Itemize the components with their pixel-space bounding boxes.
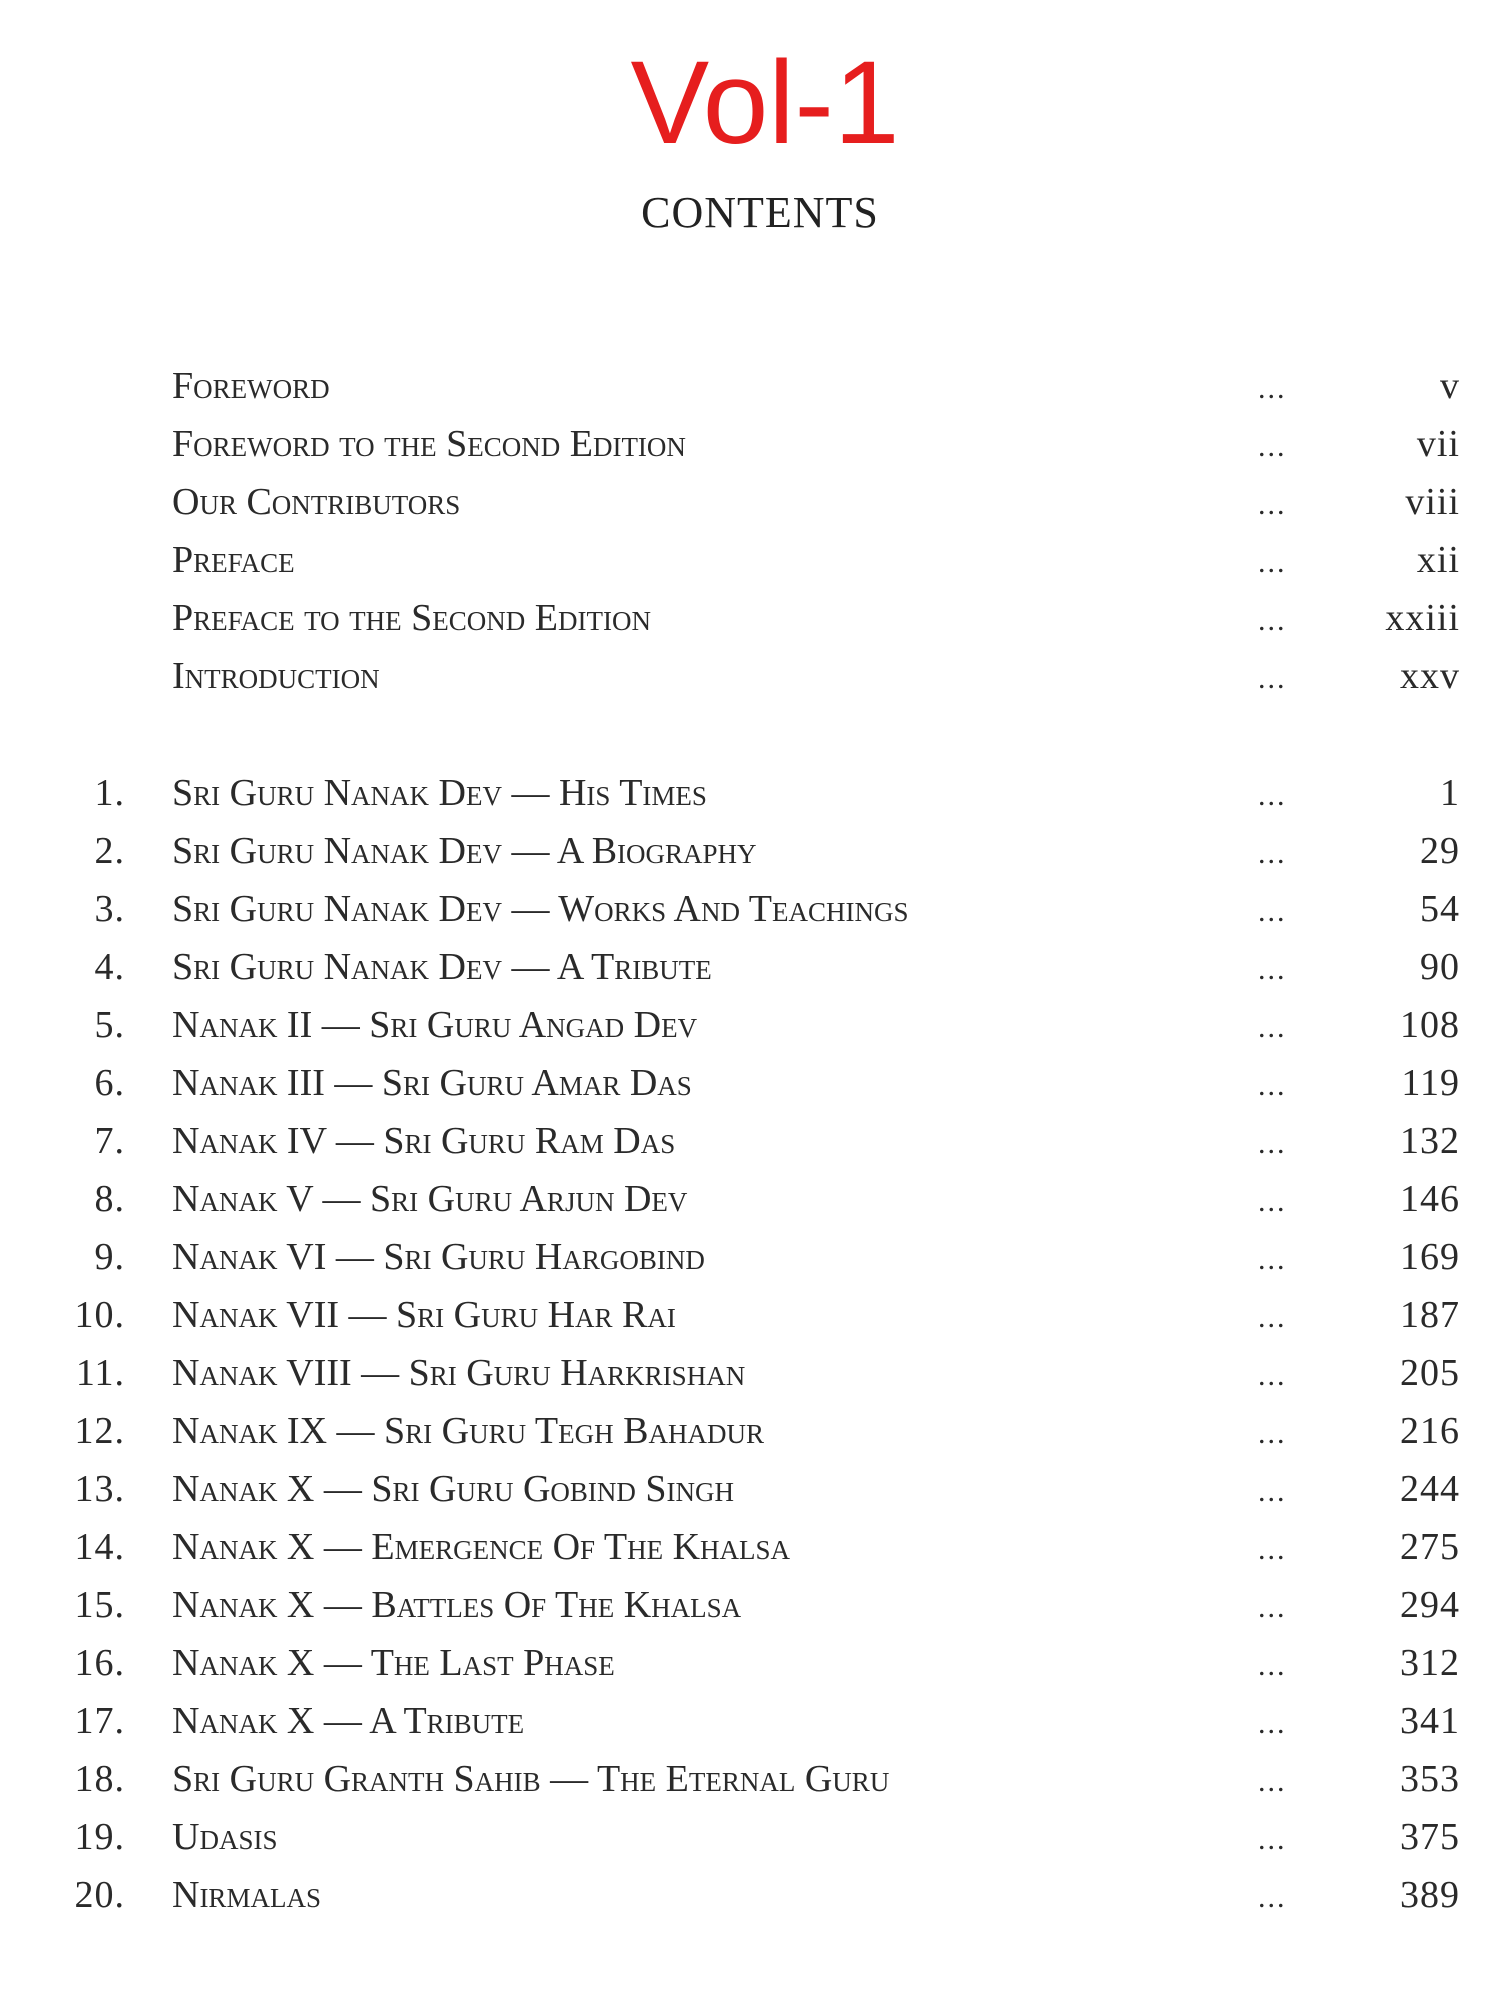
toc-chapter-3 bbox=[0, 881, 1500, 937]
toc-entry-title: Nanak V — Sri Guru Arjun Dev bbox=[172, 1178, 688, 1220]
toc-chapter-1 bbox=[0, 765, 1500, 821]
toc-chapter-6 bbox=[0, 1055, 1500, 1111]
toc-entry-title: Nanak X — Sri Guru Gobind Singh bbox=[172, 1468, 735, 1510]
toc-leader-dots: ... bbox=[1258, 1301, 1287, 1334]
toc-entry-foreword bbox=[0, 358, 1500, 414]
toc-entry-page: 169 bbox=[1400, 1236, 1460, 1278]
toc-entry-title: Preface to the Second Edition bbox=[172, 597, 651, 639]
volume-label: Vol-1 bbox=[630, 37, 900, 169]
contents-heading: CONTENTS bbox=[641, 188, 879, 237]
toc-chapter-number: 11. bbox=[75, 1352, 125, 1394]
toc-chapter-11 bbox=[0, 1345, 1500, 1401]
toc-chapter-number: 10. bbox=[74, 1294, 125, 1336]
toc-leader-dots: ... bbox=[1258, 895, 1287, 928]
toc-entry-title: Udasis bbox=[172, 1816, 278, 1858]
toc-chapter-16 bbox=[0, 1635, 1500, 1691]
toc-entry-title: Nanak II — Sri Guru Angad Dev bbox=[172, 1004, 698, 1046]
toc-chapter-2 bbox=[0, 823, 1500, 879]
toc-entry-contributors bbox=[0, 474, 1500, 530]
toc-entry-title: Nirmalas bbox=[172, 1874, 321, 1916]
toc-leader-dots: ... bbox=[1258, 546, 1287, 579]
toc-leader-dots: ... bbox=[1258, 837, 1287, 870]
toc-entry-preface-second-edition bbox=[0, 590, 1500, 646]
toc-entry-page: xxiii bbox=[1385, 597, 1460, 639]
toc-entry-page: 375 bbox=[1400, 1816, 1460, 1858]
toc-entry-title: Nanak X — Emergence Of The Khalsa bbox=[172, 1526, 791, 1568]
toc-entry-page: 275 bbox=[1400, 1526, 1460, 1568]
toc-entry-title: Nanak IX — Sri Guru Tegh Bahadur bbox=[172, 1410, 764, 1452]
toc-entry-page: 119 bbox=[1401, 1062, 1460, 1104]
toc-entry-page: 29 bbox=[1420, 830, 1460, 872]
toc-chapter-number: 19. bbox=[74, 1816, 125, 1858]
toc-leader-dots: ... bbox=[1258, 1011, 1287, 1044]
toc-entry-title: Introduction bbox=[172, 655, 380, 697]
toc-entry-title: Nanak VII — Sri Guru Har Rai bbox=[172, 1294, 676, 1336]
toc-leader-dots: ... bbox=[1258, 662, 1287, 695]
toc-leader-dots: ... bbox=[1258, 779, 1287, 812]
toc-chapter-19 bbox=[0, 1809, 1500, 1865]
toc-chapter-number: 8. bbox=[94, 1178, 125, 1220]
toc-entry-page: 216 bbox=[1400, 1410, 1460, 1452]
toc-chapter-number: 1. bbox=[94, 772, 125, 814]
toc-entry-page: 187 bbox=[1400, 1294, 1460, 1336]
toc-entry-page: 244 bbox=[1400, 1468, 1460, 1510]
toc-entry-page: 353 bbox=[1400, 1758, 1460, 1800]
toc-chapter-number: 5. bbox=[94, 1004, 125, 1046]
toc-entry-title: Foreword bbox=[172, 365, 330, 407]
toc-entry-page: 1 bbox=[1440, 772, 1460, 814]
toc-entry-page: 54 bbox=[1420, 888, 1460, 930]
toc-entry-title: Sri Guru Nanak Dev — A Tribute bbox=[172, 946, 712, 988]
toc-entry-title: Preface bbox=[172, 539, 295, 581]
toc-leader-dots: ... bbox=[1258, 1707, 1287, 1740]
toc-chapter-4 bbox=[0, 939, 1500, 995]
toc-chapter-number: 4. bbox=[94, 946, 125, 988]
toc-chapter-7 bbox=[0, 1113, 1500, 1169]
toc-chapter-number: 14. bbox=[74, 1526, 125, 1568]
toc-chapter-10 bbox=[0, 1287, 1500, 1343]
toc-entry-page: xxv bbox=[1400, 655, 1460, 697]
toc-entry-title: Nanak IV — Sri Guru Ram Das bbox=[172, 1120, 676, 1162]
toc-entry-title: Nanak X — A Tribute bbox=[172, 1700, 525, 1742]
toc-entry-title: Nanak VI — Sri Guru Hargobind bbox=[172, 1236, 705, 1278]
toc-leader-dots: ... bbox=[1258, 1591, 1287, 1624]
toc-entry-page: 341 bbox=[1400, 1700, 1460, 1742]
toc-chapter-number: 3. bbox=[94, 888, 125, 930]
toc-leader-dots: ... bbox=[1258, 1359, 1287, 1392]
toc-leader-dots: ... bbox=[1258, 1533, 1287, 1566]
toc-leader-dots: ... bbox=[1258, 372, 1287, 405]
toc-chapter-number: 12. bbox=[74, 1410, 125, 1452]
toc-entry-page: 146 bbox=[1400, 1178, 1460, 1220]
toc-chapter-8 bbox=[0, 1171, 1500, 1227]
toc-entry-title: Sri Guru Nanak Dev — His Times bbox=[172, 772, 707, 814]
toc-entry-page: 389 bbox=[1400, 1874, 1460, 1916]
toc-entry-page: 108 bbox=[1400, 1004, 1460, 1046]
toc-leader-dots: ... bbox=[1258, 488, 1287, 521]
toc-chapter-number: 16. bbox=[74, 1642, 125, 1684]
toc-entry-title: Sri Guru Granth Sahib — The Eternal Guru bbox=[172, 1758, 890, 1800]
toc-leader-dots: ... bbox=[1258, 953, 1287, 986]
toc-entry-title: Nanak X — The Last Phase bbox=[172, 1642, 615, 1684]
toc-leader-dots: ... bbox=[1258, 1765, 1287, 1798]
toc-chapter-number: 15. bbox=[74, 1584, 125, 1626]
toc-chapter-number: 20. bbox=[74, 1874, 125, 1916]
toc-leader-dots: ... bbox=[1258, 604, 1287, 637]
toc-leader-dots: ... bbox=[1258, 1649, 1287, 1682]
toc-chapter-number: 18. bbox=[74, 1758, 125, 1800]
toc-entry-page: 312 bbox=[1400, 1642, 1460, 1684]
toc-entry-title: Foreword to the Second Edition bbox=[172, 423, 686, 465]
toc-chapter-9 bbox=[0, 1229, 1500, 1285]
toc-chapter-14 bbox=[0, 1519, 1500, 1575]
toc-entry-foreword-second-edition bbox=[0, 416, 1500, 472]
toc-chapter-20 bbox=[0, 1867, 1500, 1923]
toc-entry-page: 132 bbox=[1400, 1120, 1460, 1162]
toc-chapter-15 bbox=[0, 1577, 1500, 1633]
toc-entry-title: Sri Guru Nanak Dev — Works And Teachings bbox=[172, 888, 909, 930]
toc-entry-title: Nanak VIII — Sri Guru Harkrishan bbox=[172, 1352, 746, 1394]
toc-chapter-17 bbox=[0, 1693, 1500, 1749]
toc-leader-dots: ... bbox=[1258, 1243, 1287, 1276]
toc-chapter-number: 6. bbox=[94, 1062, 125, 1104]
toc-entry-page: vii bbox=[1416, 423, 1460, 465]
toc-entry-title: Sri Guru Nanak Dev — A Biography bbox=[172, 830, 757, 872]
toc-chapter-number: 13. bbox=[74, 1468, 125, 1510]
toc-chapter-13 bbox=[0, 1461, 1500, 1517]
toc-entry-page: viii bbox=[1405, 481, 1460, 523]
toc-entry-page: 205 bbox=[1400, 1352, 1460, 1394]
toc-entry-title: Nanak X — Battles Of The Khalsa bbox=[172, 1584, 742, 1626]
toc-chapter-number: 7. bbox=[94, 1120, 125, 1162]
toc-entry-page: 90 bbox=[1420, 946, 1460, 988]
toc-chapter-18 bbox=[0, 1751, 1500, 1807]
toc-entry-page: v bbox=[1440, 365, 1460, 407]
toc-chapter-5 bbox=[0, 997, 1500, 1053]
toc-chapter-number: 17. bbox=[74, 1700, 125, 1742]
toc-chapter-number: 2. bbox=[94, 830, 125, 872]
toc-leader-dots: ... bbox=[1258, 1069, 1287, 1102]
toc-entry-page: 294 bbox=[1400, 1584, 1460, 1626]
toc-leader-dots: ... bbox=[1258, 1127, 1287, 1160]
toc-entry-page: xii bbox=[1416, 539, 1460, 581]
toc-leader-dots: ... bbox=[1258, 1185, 1287, 1218]
toc-leader-dots: ... bbox=[1258, 430, 1287, 463]
toc-entry-title: Nanak III — Sri Guru Amar Das bbox=[172, 1062, 692, 1104]
toc-entry-title: Our Contributors bbox=[172, 481, 461, 523]
toc-entry-preface bbox=[0, 532, 1500, 588]
toc-leader-dots: ... bbox=[1258, 1475, 1287, 1508]
toc-entry-introduction bbox=[0, 648, 1500, 704]
toc-leader-dots: ... bbox=[1258, 1417, 1287, 1450]
toc-chapter-12 bbox=[0, 1403, 1500, 1459]
toc-leader-dots: ... bbox=[1258, 1881, 1287, 1914]
toc-leader-dots: ... bbox=[1258, 1823, 1287, 1856]
toc-chapter-number: 9. bbox=[94, 1236, 125, 1278]
